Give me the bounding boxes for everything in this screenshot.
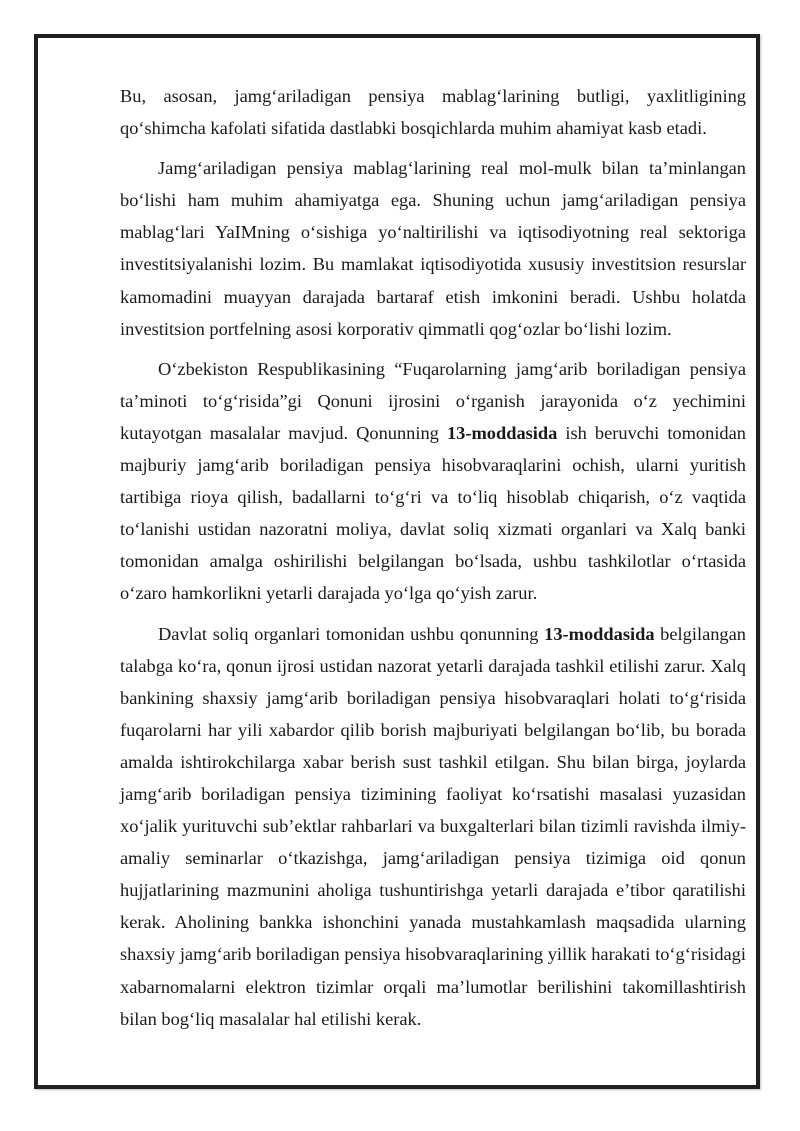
paragraph-3 [120,353,746,610]
paragraph-4 [120,618,746,1035]
article-reference-bold: 13-moddasida [544,623,655,644]
paragraph-text: belgilangan talabga ko‘ra, qonun ijrosi ustidan nazorat yetarli darajada tashkil etilishi zarur. Xalq bankining shaxsiy jamg‘arib boriladigan pensiya hisobvaraqlari holati to‘g‘risida fuqarolarni har yili xabardor qilib borish majburiyati belgilangan bo‘lib, bu borada amalda ishtirokchilarga xabar berish sust tashkil etilgan. Shu bilan birga, joylarda jamg‘arib boriladigan pensiya tizimining faoliyat ko‘rsatishi masalasi yuzasidan xo‘jalik yurituvchi sub’ektlar rahbarlari va buxgalterlari bilan tizimli ravishda ilmiy-amaliy seminarlar o‘tkazishga, jamg‘ariladigan pensiya tizimiga oid qonun hujjatlarining mazmunini aholiga tushuntirishga yetarli darajada e’tibor qaratilishi kerak. Aholining bankka ishonchini yanada mustahkamlash maqsadida ularning shaxsiy jamg‘arib boriladigan pensiya hisobvaraqlarining yillik harakati to‘g‘risidagi xabarnomalarni elektron tizimlar orqali ma’lumotlar berilishini takomillashtirish bilan bog‘liq masalalar hal etilishi kerak. [120,623,746,1029]
article-reference-bold: 13-moddasida [446,422,558,443]
paragraph-1 [120,80,746,144]
paragraph-text: Bu, asosan, jamg‘ariladigan pensiya mablag‘larining butligi, yaxlitligining qo‘shimcha kafolati sifatida dastlabki bosqichlarda muhim ahamiyat kasb etadi. [120,86,746,139]
paragraph-text: ish beruvchi tomonidan majburiy jamg‘arib boriladigan pensiya hisobvaraqlarini ochish, ularni yuritish tartibiga rioya qilish, badallarni to‘g‘ri va to‘liq hisoblab chiqarish, o‘z vaqtida to‘lanishi ustidan nazoratni moliya, davlat soliq xizmati organlari va Xalq banki tomonidan amalga oshirilishi belgilangan bo‘lsada, ushbu tashkilotlar o‘rtasida o‘zaro hamkorlikni yetarli darajada yo‘lga qo‘yish zarur. [120,422,746,604]
page-frame [34,34,760,1089]
paragraph-text: O‘zbekiston Respublikasining “Fuqarolarning jamg‘arib boriladigan pensiya ta’minoti to‘g‘risida”gi Qonuni ijrosini o‘rganish jarayonida o‘z yechimini kutayotgan masalalar mavjud. Qonunning [120,358,746,443]
document-body [120,80,746,1043]
paragraph-2 [120,152,746,345]
paragraph-text: Davlat soliq organlari tomonidan ushbu qonunning [158,623,545,644]
paragraph-text: Jamg‘ariladigan pensiya mablag‘larining real mol-mulk bilan ta’minlangan bo‘lishi ham muhim ahamiyatga ega. Shuning uchun jamg‘ariladigan pensiya mablag‘lari YaIMning o‘sishiga yo‘naltirilishi va iqtisodiyotning real sektoriga investitsiyalanishi lozim. Bu mamlakat iqtisodiyotida xususiy investitsion resurslar kamomadini muayyan darajada bartaraf etish imkonini beradi. Ushbu holatda investitsion portfelning asosi korporativ qimmatli qog‘ozlar bo‘lishi lozim. [120,158,746,339]
